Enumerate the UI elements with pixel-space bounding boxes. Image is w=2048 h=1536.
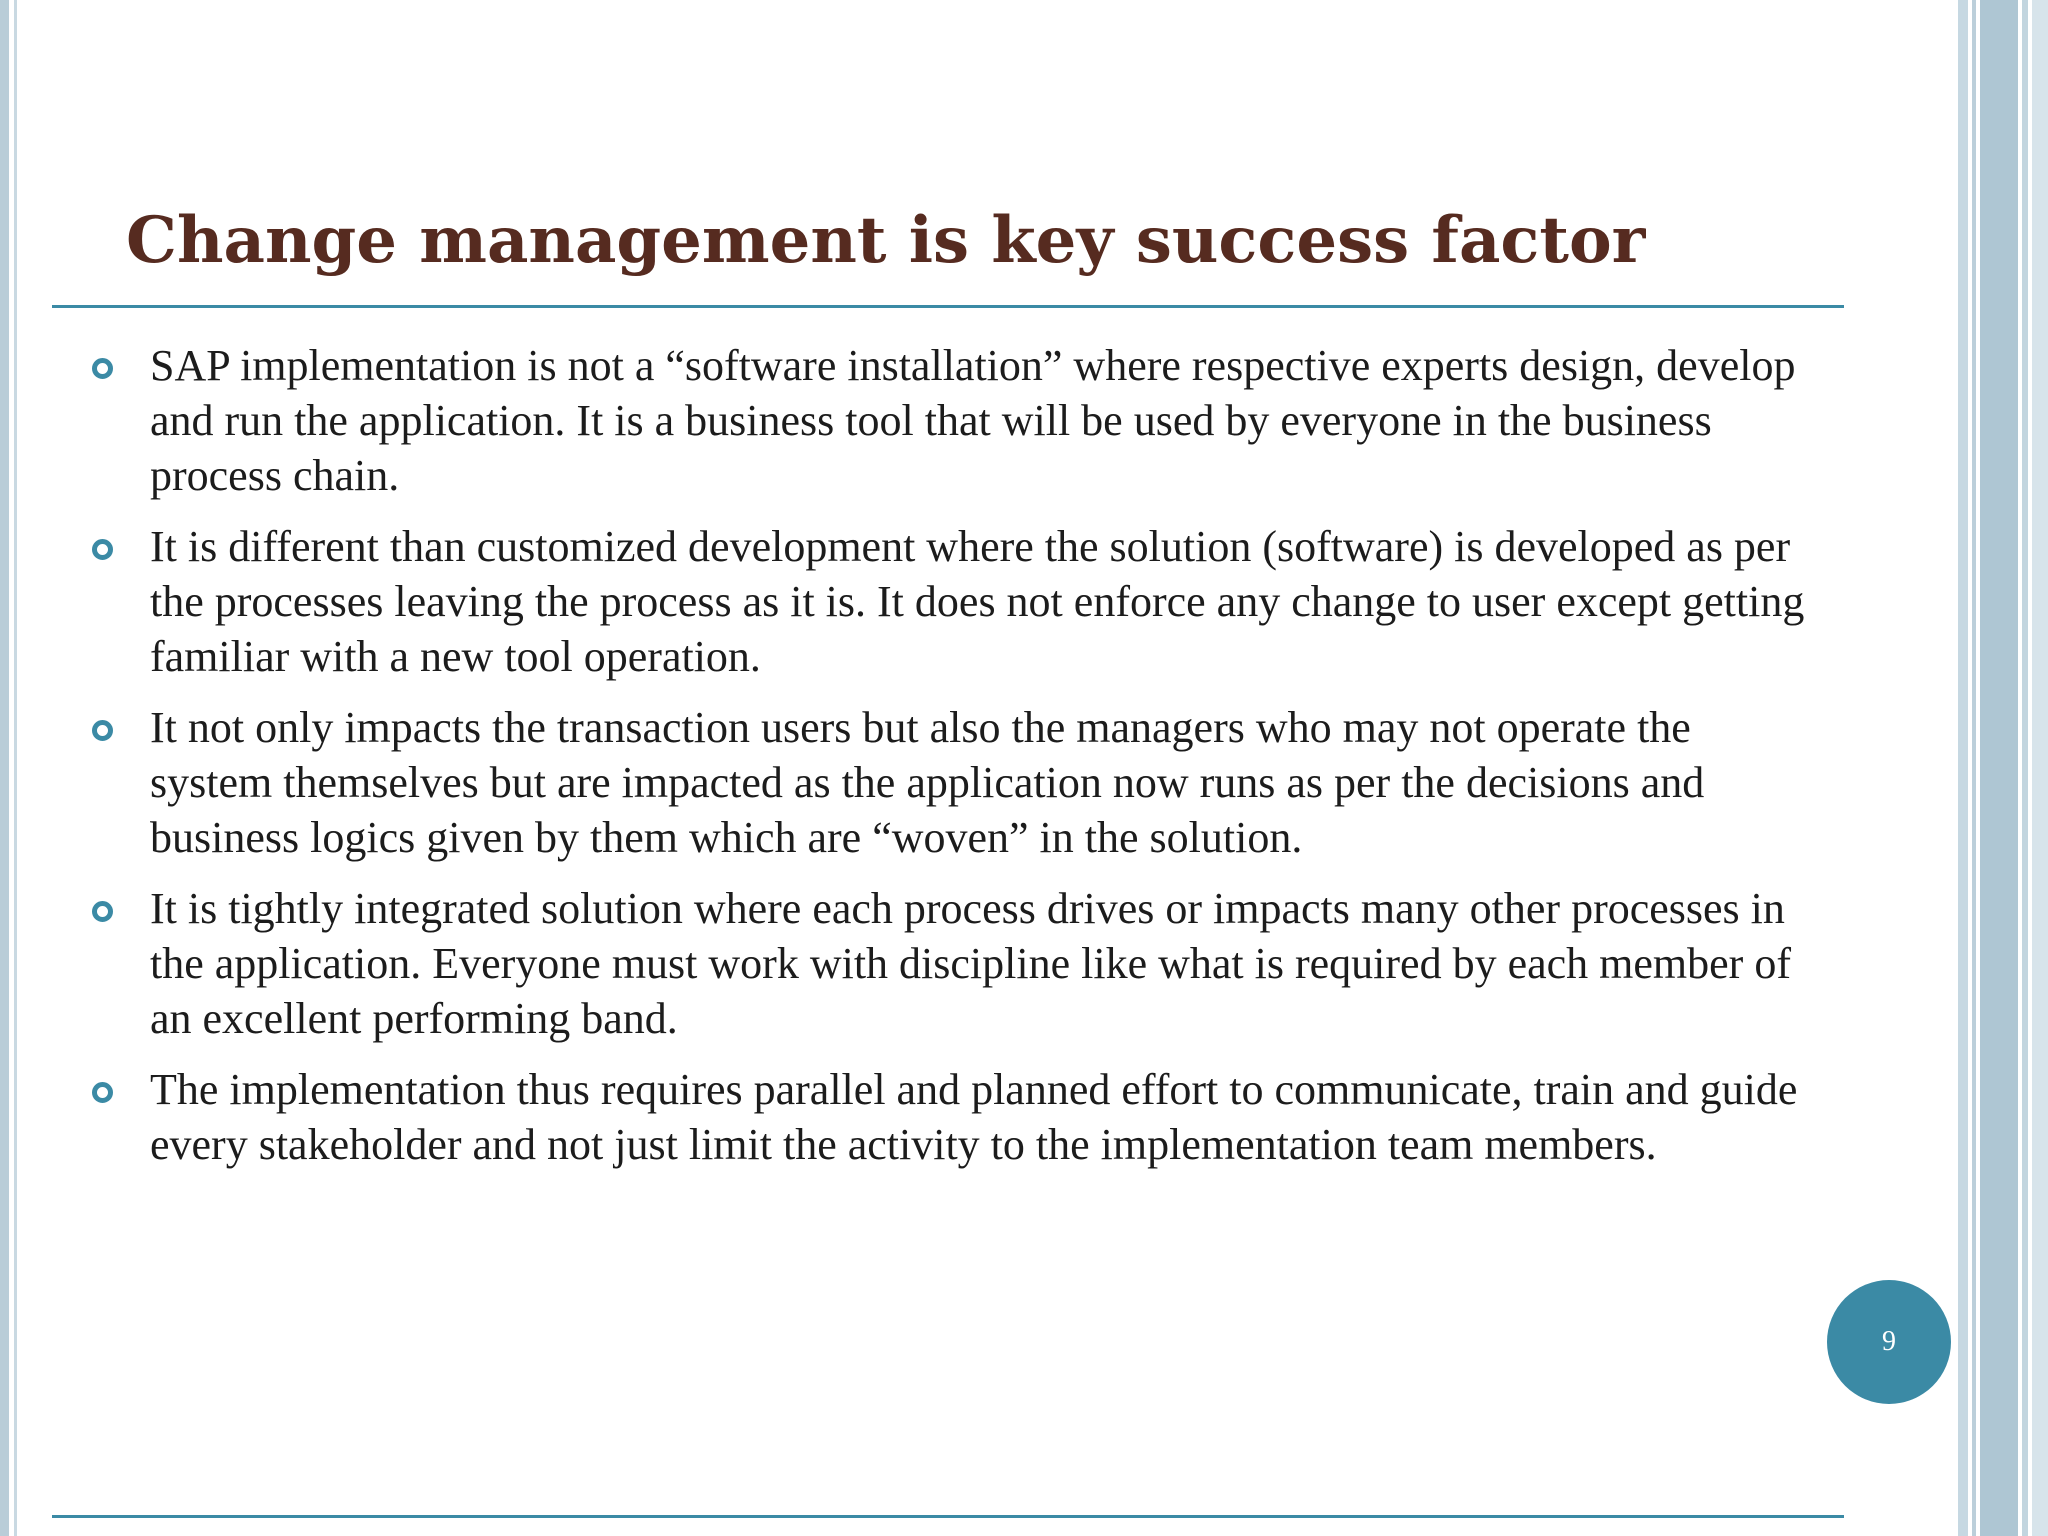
right-frame-stripe (2032, 0, 2048, 1536)
footer-divider (52, 1515, 1844, 1518)
bullet-text: It is different than customized development where the solution (software) is developed as per the processes leaving the process as it is. It does not enforce any change to user except getting familiar with a new tool operation. (150, 522, 1805, 681)
bullet-item (0, 1062, 1810, 1172)
bullet-item (0, 700, 1810, 865)
bullet-item (0, 338, 1810, 503)
bullet-circle-icon (92, 358, 113, 379)
bullet-text: It is tightly integrated solution where each process drives or impacts many other processes in the application. Everyone must work with discipline like what is required by each member of an excellent performing band. (150, 884, 1791, 1043)
right-frame-stripe (1958, 0, 1968, 1536)
bullet-circle-icon (92, 539, 113, 560)
right-frame-stripe (2022, 0, 2028, 1536)
right-frame-stripe (1980, 0, 2018, 1536)
bullet-item (0, 519, 1810, 684)
bullet-circle-icon (92, 720, 113, 741)
bullet-text: The implementation thus requires parallel and planned effort to communicate, train and guide every stakeholder and not just limit the activity to the implementation team members. (150, 1065, 1798, 1169)
bullet-list (0, 338, 1900, 1188)
right-frame-stripe (1972, 0, 1976, 1536)
bullet-item (0, 881, 1810, 1046)
bullet-text: SAP implementation is not a “software installation” where respective experts design, develop and run the application. It is a business tool that will be used by everyone in the business process chain. (150, 341, 1796, 500)
title-divider (52, 305, 1844, 308)
bullet-circle-icon (92, 1082, 113, 1103)
bullet-text: It not only impacts the transaction users but also the managers who may not operate the system themselves but are impacted as the application now runs as per the decisions and business logics given by them which are “woven” in the solution. (150, 703, 1705, 862)
bullet-circle-icon (92, 901, 113, 922)
page-number-badge: 9 (1827, 1280, 1951, 1404)
slide-title: Change management is key success factor (126, 203, 1646, 278)
